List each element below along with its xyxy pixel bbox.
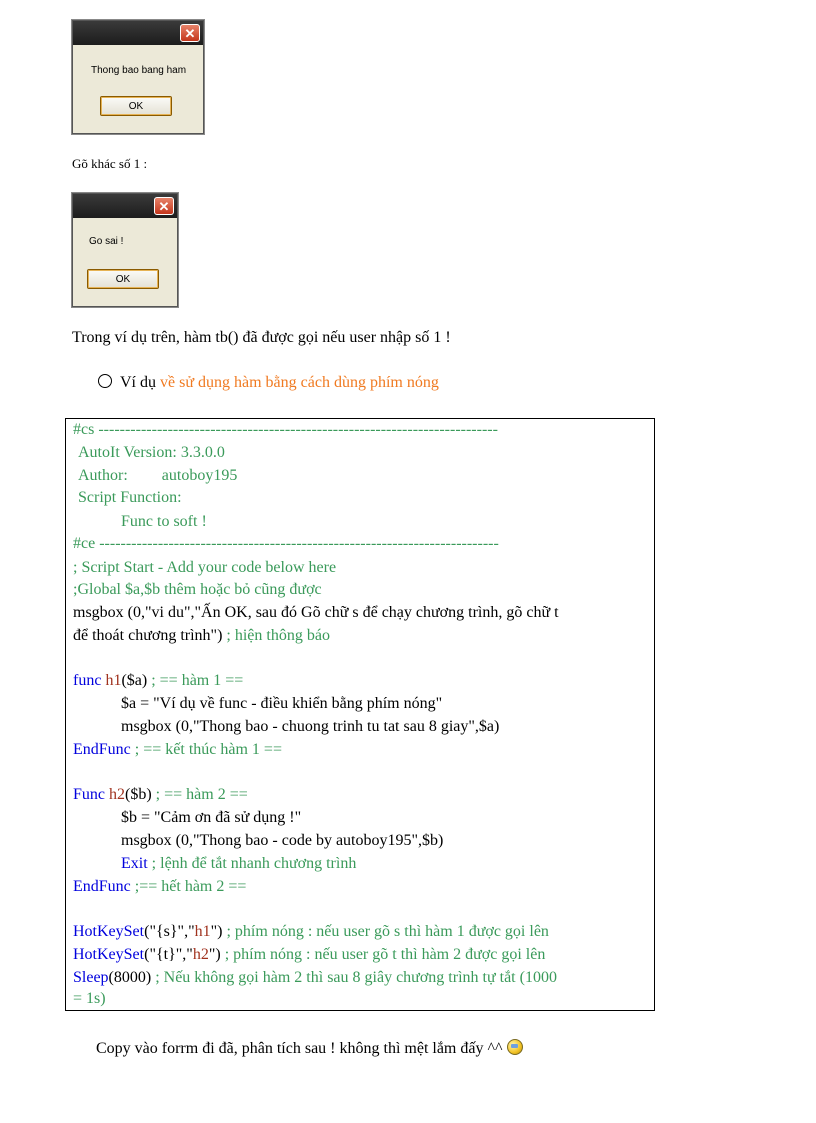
keyword-endfunc: EndFunc xyxy=(73,741,131,758)
code-text: ("{t}"," xyxy=(144,946,193,963)
code-text: ($a) xyxy=(121,672,148,689)
code-line: ; Script Start - Add your code below here xyxy=(73,559,337,576)
paragraph-explanation: Trong ví dụ trên, hàm tb() đã được gọi nếu user nhập số 1 ! xyxy=(72,329,451,346)
code-line xyxy=(121,853,356,875)
code-comment: ; phím nóng : nếu user gõ s thì hàm 1 được gọi lên xyxy=(222,923,549,940)
code-line xyxy=(73,944,545,966)
code-line xyxy=(73,967,557,989)
smiley-icon xyxy=(507,1039,523,1055)
circle-bullet-icon xyxy=(98,374,112,388)
code-line xyxy=(73,921,549,943)
code-line: msgbox (0,"Thong bao - chuong trinh tu tat sau 8 giay",$a) xyxy=(121,718,500,735)
code-block xyxy=(65,418,655,1011)
code-line: $b = "Cảm ơn đã sử dụng !" xyxy=(121,809,302,826)
close-icon[interactable]: ✕ xyxy=(180,24,200,42)
function-name: h2 xyxy=(109,786,125,803)
caption-go-khac: Gõ khác số 1 : xyxy=(72,156,148,171)
keyword-endfunc: EndFunc xyxy=(73,878,131,895)
dialog-message: Thong bao bang ham xyxy=(91,65,187,76)
dialog-message: Go sai ! xyxy=(89,236,124,247)
code-line: msgbox (0,"vi du","Ấn OK, sau đó Gõ chữ s để chạy chương trình, gõ chữ t xyxy=(73,604,559,621)
code-comment: ; == kết thúc hàm 1 == xyxy=(130,741,282,758)
code-comment: ;== hết hàm 2 == xyxy=(130,878,247,895)
code-line xyxy=(73,670,243,692)
code-text: ") xyxy=(210,923,223,940)
code-line: msgbox (0,"Thong bao - code by autoboy195",$b) xyxy=(121,832,444,849)
author-label: Author: xyxy=(78,467,128,484)
ok-button[interactable]: OK xyxy=(100,96,172,116)
keyword-exit: Exit xyxy=(121,855,148,872)
code-line xyxy=(78,465,237,487)
code-text: (8000) xyxy=(108,969,152,986)
function-name: h1 xyxy=(105,672,122,689)
code-line: #cs --------------------------------------------------------------------------- xyxy=(73,421,498,438)
code-line xyxy=(73,784,248,806)
code-line: AutoIt Version: 3.3.0.0 xyxy=(78,444,225,461)
code-line xyxy=(73,625,330,647)
author-value: autoboy195 xyxy=(161,467,238,484)
close-icon[interactable]: ✕ xyxy=(154,197,174,215)
code-comment: ; Nếu không gọi hàm 2 thì sau 8 giây chương trình tự tắt (1000 xyxy=(151,969,557,986)
code-line: #ce --------------------------------------------------------------------------- xyxy=(73,535,499,552)
code-line: Script Function: xyxy=(78,489,182,506)
code-comment: ; hiện thông báo xyxy=(222,627,330,644)
ok-button[interactable]: OK xyxy=(87,269,159,289)
code-text: ($b) xyxy=(125,786,152,803)
dialog-thong-bao xyxy=(72,20,204,134)
bullet-lead: Ví dụ xyxy=(120,374,156,391)
code-comment: ; == hàm 1 == xyxy=(147,672,244,689)
keyword-hotkeyset: HotKeySet xyxy=(73,923,145,940)
code-line: Func to soft ! xyxy=(121,513,207,530)
function-name: h2 xyxy=(192,946,209,963)
footer-note xyxy=(96,1039,523,1058)
keyword-func: Func xyxy=(73,786,105,803)
code-text: ") xyxy=(208,946,221,963)
code-line: = 1s) xyxy=(73,990,106,1007)
bullet-highlight: về sử dụng hàm bằng cách dùng phím nóng xyxy=(160,374,439,391)
dialog-go-sai xyxy=(72,193,178,307)
keyword-hotkeyset: HotKeySet xyxy=(73,946,145,963)
bullet-example xyxy=(98,374,439,392)
code-comment: ; == hàm 2 == xyxy=(151,786,248,803)
code-line xyxy=(73,876,246,898)
code-text: để thoát chương trình") xyxy=(73,627,223,644)
code-comment: ; phím nóng : nếu user gõ t thì hàm 2 được gọi lên xyxy=(220,946,546,963)
code-line: ;Global $a,$b thêm hoặc bỏ cũng được xyxy=(73,581,322,598)
function-name: h1 xyxy=(194,923,211,940)
dialog-titlebar xyxy=(73,21,203,45)
code-line: $a = "Ví dụ về func - điều khiển bằng phím nóng" xyxy=(121,695,443,712)
code-comment: ; lệnh để tắt nhanh chương trình xyxy=(147,855,357,872)
code-line xyxy=(73,739,282,761)
dialog-titlebar xyxy=(73,194,177,218)
footer-text: Copy vào forrm đi đã, phân tích sau ! không thì mệt lắm đấy ^^ xyxy=(96,1040,503,1057)
code-text: ("{s}"," xyxy=(144,923,195,940)
keyword-func: func xyxy=(73,672,102,689)
keyword-sleep: Sleep xyxy=(73,969,109,986)
